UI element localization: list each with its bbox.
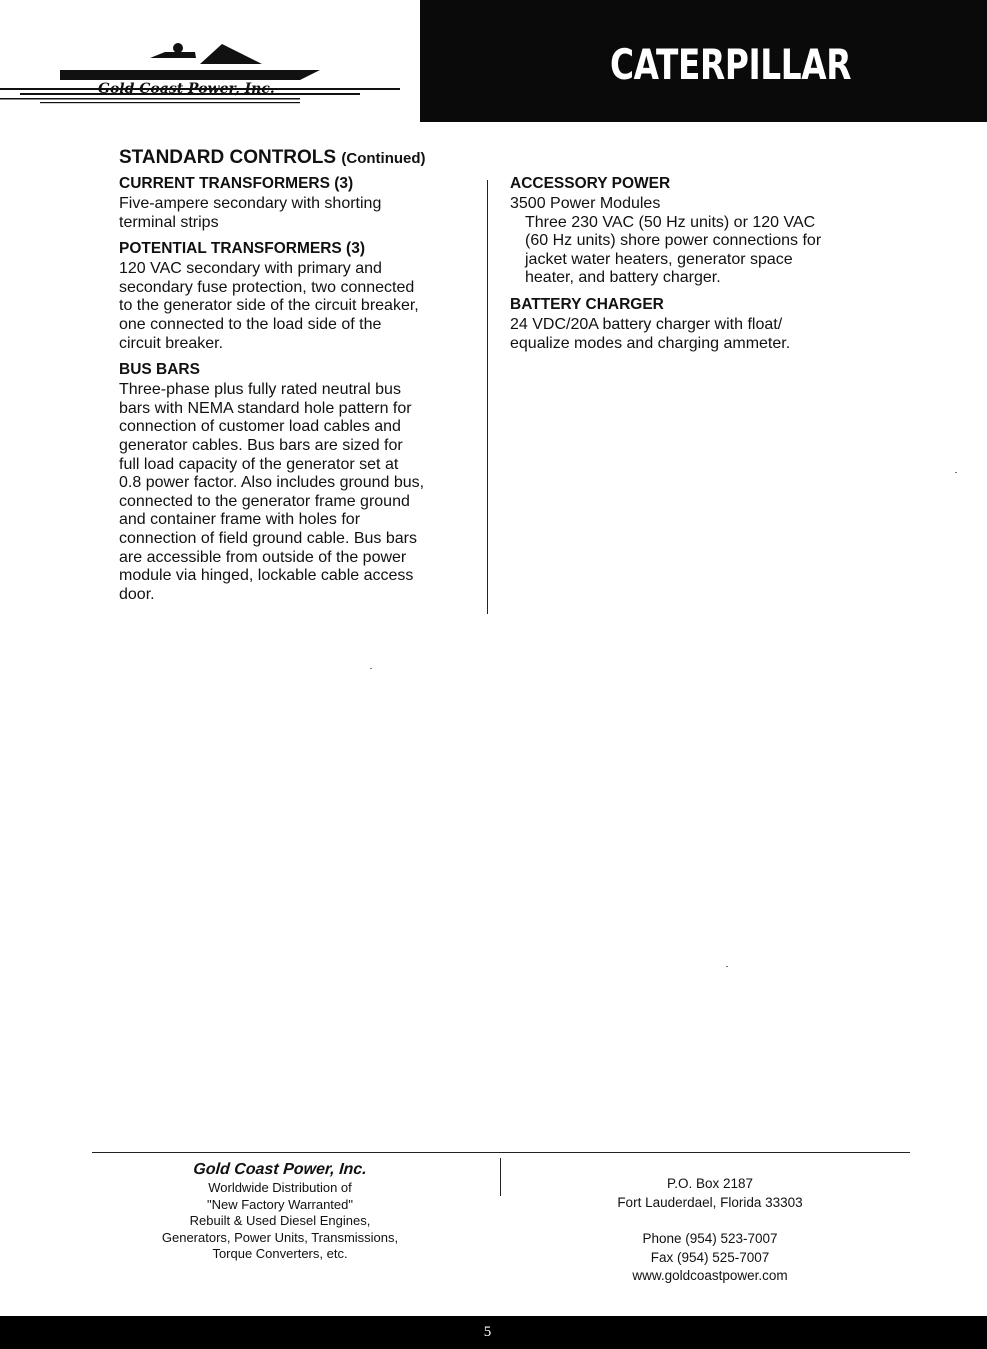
footer-line: Worldwide Distribution of xyxy=(208,1180,352,1195)
accessory-power-text: Three 230 VAC (50 Hz units) or 120 VAC (60 Hz units) shore power connections for jacket water heaters, generator space heater, and battery charger. xyxy=(525,213,822,287)
power-modules-subheading: 3500 Power Modules xyxy=(510,195,661,212)
current-transformers-block xyxy=(119,174,479,232)
current-transformers-text: Five-ampere secondary with shorting terminal strips xyxy=(119,195,382,231)
bus-bars-block xyxy=(119,360,479,604)
battery-charger-heading: BATTERY CHARGER xyxy=(510,295,664,313)
footer-line: Generators, Power Units, Transmissions, xyxy=(161,1229,399,1245)
footer-line: Rebuilt & Used Diesel Engines, xyxy=(189,1213,371,1228)
potential-transformers-block xyxy=(119,239,479,353)
footer-address-line: Fort Lauderdael, Florida 33303 xyxy=(617,1194,803,1210)
potential-transformers-text: 120 VAC secondary with primary and secondary fuse protection, two connected to the generator side of the circuit breaker, one connected to the load side of the circuit breaker. xyxy=(119,260,419,352)
logo-text: Gold Coast Power, Inc. xyxy=(98,81,275,97)
footer-line: "New Factory Warranted" xyxy=(206,1196,353,1212)
footer-divider xyxy=(500,1158,501,1196)
bus-bars-text: Three-phase plus fully rated neutral bus bars with NEMA standard hole pattern for connection of customer load cables and generator cables. Bus bars are sized for full load capacity of the generator set at 0.8 power factor. Also includes ground bus, connected to the generator frame ground and container frame with holes for connection of field ground cable. Bus bars are accessible from outside of the power module via hinged, lockable cable access door. xyxy=(119,381,425,603)
right-column xyxy=(510,174,890,360)
bus-bars-heading: BUS BARS xyxy=(119,361,200,379)
section-title xyxy=(119,147,426,169)
section-title-text: STANDARD CONTROLS xyxy=(119,147,337,168)
footer-company-name: Gold Coast Power, Inc. xyxy=(192,1161,368,1178)
gold-coast-power-logo xyxy=(0,30,400,110)
battery-charger-block xyxy=(510,295,890,353)
footer-contact-info xyxy=(580,1175,840,1286)
left-column xyxy=(119,174,479,611)
accessory-power-block xyxy=(510,174,890,288)
caterpillar-banner xyxy=(420,0,987,122)
scan-speck xyxy=(370,668,372,669)
footer-phone: Phone (954) 523-7007 xyxy=(642,1231,778,1246)
footer-website[interactable]: www.goldcoastpower.com xyxy=(632,1268,788,1283)
accessory-power-heading: ACCESSORY POWER xyxy=(510,175,671,192)
page-number: 5 xyxy=(483,1324,492,1340)
section-continued: (Continued) xyxy=(341,150,426,167)
column-divider xyxy=(487,180,488,614)
battery-charger-text: 24 VDC/20A battery charger with float/ equalize modes and charging ammeter. xyxy=(510,315,791,352)
footer-rule xyxy=(92,1152,910,1153)
bottom-bar xyxy=(0,1316,987,1349)
footer-address-line: P.O. Box 2187 xyxy=(666,1176,754,1191)
scan-speck xyxy=(955,472,957,473)
current-transformers-heading: CURRENT TRANSFORMERS (3) xyxy=(119,175,354,192)
footer-fax: Fax (954) 525-7007 xyxy=(650,1249,770,1265)
footer-company-info xyxy=(120,1160,440,1263)
potential-transformers-heading: POTENTIAL TRANSFORMERS (3) xyxy=(119,240,365,258)
caterpillar-logo: CATERPILLAR xyxy=(609,40,851,89)
scan-speck xyxy=(726,966,728,967)
footer-line: Torque Converters, etc. xyxy=(212,1246,348,1261)
